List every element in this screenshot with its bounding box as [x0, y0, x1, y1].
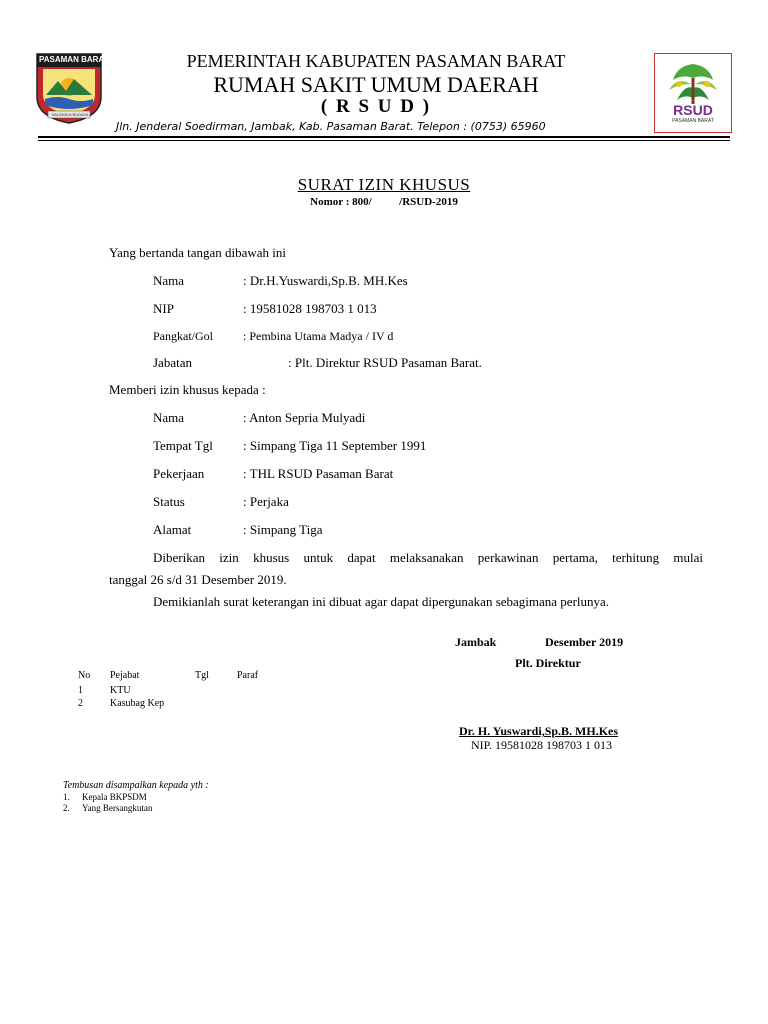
rsud-logo-subtext: PASAMAN BARAT [672, 118, 714, 124]
header-rule-thick [38, 136, 730, 138]
signature-place: Jambak [455, 635, 497, 649]
signer-label: NIP [153, 301, 174, 316]
grantee-label: Nama [153, 410, 185, 425]
rsud-logo-text: RSUD [673, 102, 713, 118]
header-rule-thin [38, 140, 730, 141]
grantee-value: : Simpang Tiga [243, 522, 323, 537]
signatory-nip: NIP. 19581028 198703 1 013 [471, 738, 613, 752]
grantee-value: : Anton Sepria Mulyadi [243, 410, 366, 425]
signer-value: : Plt. Direktur RSUD Pasaman Barat. [288, 355, 482, 370]
copy-recipient-no: 2. [63, 803, 70, 813]
paraf-header: Pejabat [110, 670, 140, 681]
copy-recipient: Kepala BKPSDM [82, 792, 147, 802]
rsud-logo [654, 53, 732, 133]
letter-title: SURAT IZIN KHUSUS [297, 175, 471, 194]
header-address: Jln. Jenderal Soedirman, Jambak, Kab. Pasaman Barat. Telepon : (0753) 65960 [116, 120, 546, 133]
signer-label: Jabatan [153, 355, 192, 370]
signatory-name: Dr. H. Yuswardi,Sp.B. MH.Kes [459, 724, 619, 738]
closing-paragraph: Demikianlah surat keterangan ini dibuat agar dapat dipergunakan sebagimana perlunya. [153, 594, 610, 609]
copy-recipients-title: Tembusan disampaikan kepada yth : [63, 780, 209, 791]
grantee-label: Pekerjaan [153, 466, 205, 481]
intro-text: Yang bertanda tangan dibawah ini [109, 245, 287, 260]
signer-value: : 19581028 198703 1 013 [243, 301, 377, 316]
body-paragraph-line: Diberikan izin khusus untuk dapat melaksanakan perkawinan pertama, terhitung mulai [153, 550, 703, 565]
grantee-label: Status [153, 494, 185, 509]
signer-label: Nama [153, 273, 185, 288]
signer-label: Pangkat/Gol [153, 329, 213, 343]
paraf-header: Tgl [195, 670, 209, 681]
pasaman-barat-emblem [34, 51, 109, 125]
signer-value: : Dr.H.Yuswardi,Sp.B. MH.Kes [243, 273, 408, 288]
grantee-value: : Simpang Tiga 11 September 1991 [243, 438, 427, 453]
signature-position: Plt. Direktur [515, 656, 581, 670]
copy-recipient: Yang Bersangkutan [82, 803, 153, 813]
paraf-row-no: 1 [78, 685, 83, 696]
emblem-motto-text: SALINGKA BUDAYA [51, 112, 89, 117]
signature-date: Desember 2019 [545, 635, 624, 649]
paraf-row-no: 2 [78, 698, 83, 709]
header-government: PEMERINTAH KABUPATEN PASAMAN BARAT [186, 51, 566, 71]
signer-value: : Pembina Utama Madya / IV d [243, 329, 394, 343]
paraf-row-official: KTU [110, 685, 131, 696]
body-paragraph-line: tanggal 26 s/d 31 Desember 2019. [109, 572, 287, 587]
grant-intro-text: Memberi izin khusus kepada : [109, 382, 266, 397]
paraf-row-official: Kasubag Kep [110, 698, 165, 709]
grantee-value: : Perjaka [243, 494, 289, 509]
paraf-header: Paraf [237, 670, 259, 681]
grantee-label: Tempat Tgl [153, 438, 213, 453]
grantee-label: Alamat [153, 522, 192, 537]
header-rsud: ( R S U D ) [320, 96, 432, 117]
emblem-name-text: PASAMAN BARAT [39, 55, 109, 64]
paraf-header: No [78, 670, 91, 681]
copy-recipient-no: 1. [63, 792, 70, 802]
letter-number: Nomor : 800/ /RSUD-2019 [310, 196, 458, 208]
grantee-value: : THL RSUD Pasaman Barat [243, 466, 394, 481]
header-hospital-name: RUMAH SAKIT UMUM DAERAH [213, 72, 539, 97]
